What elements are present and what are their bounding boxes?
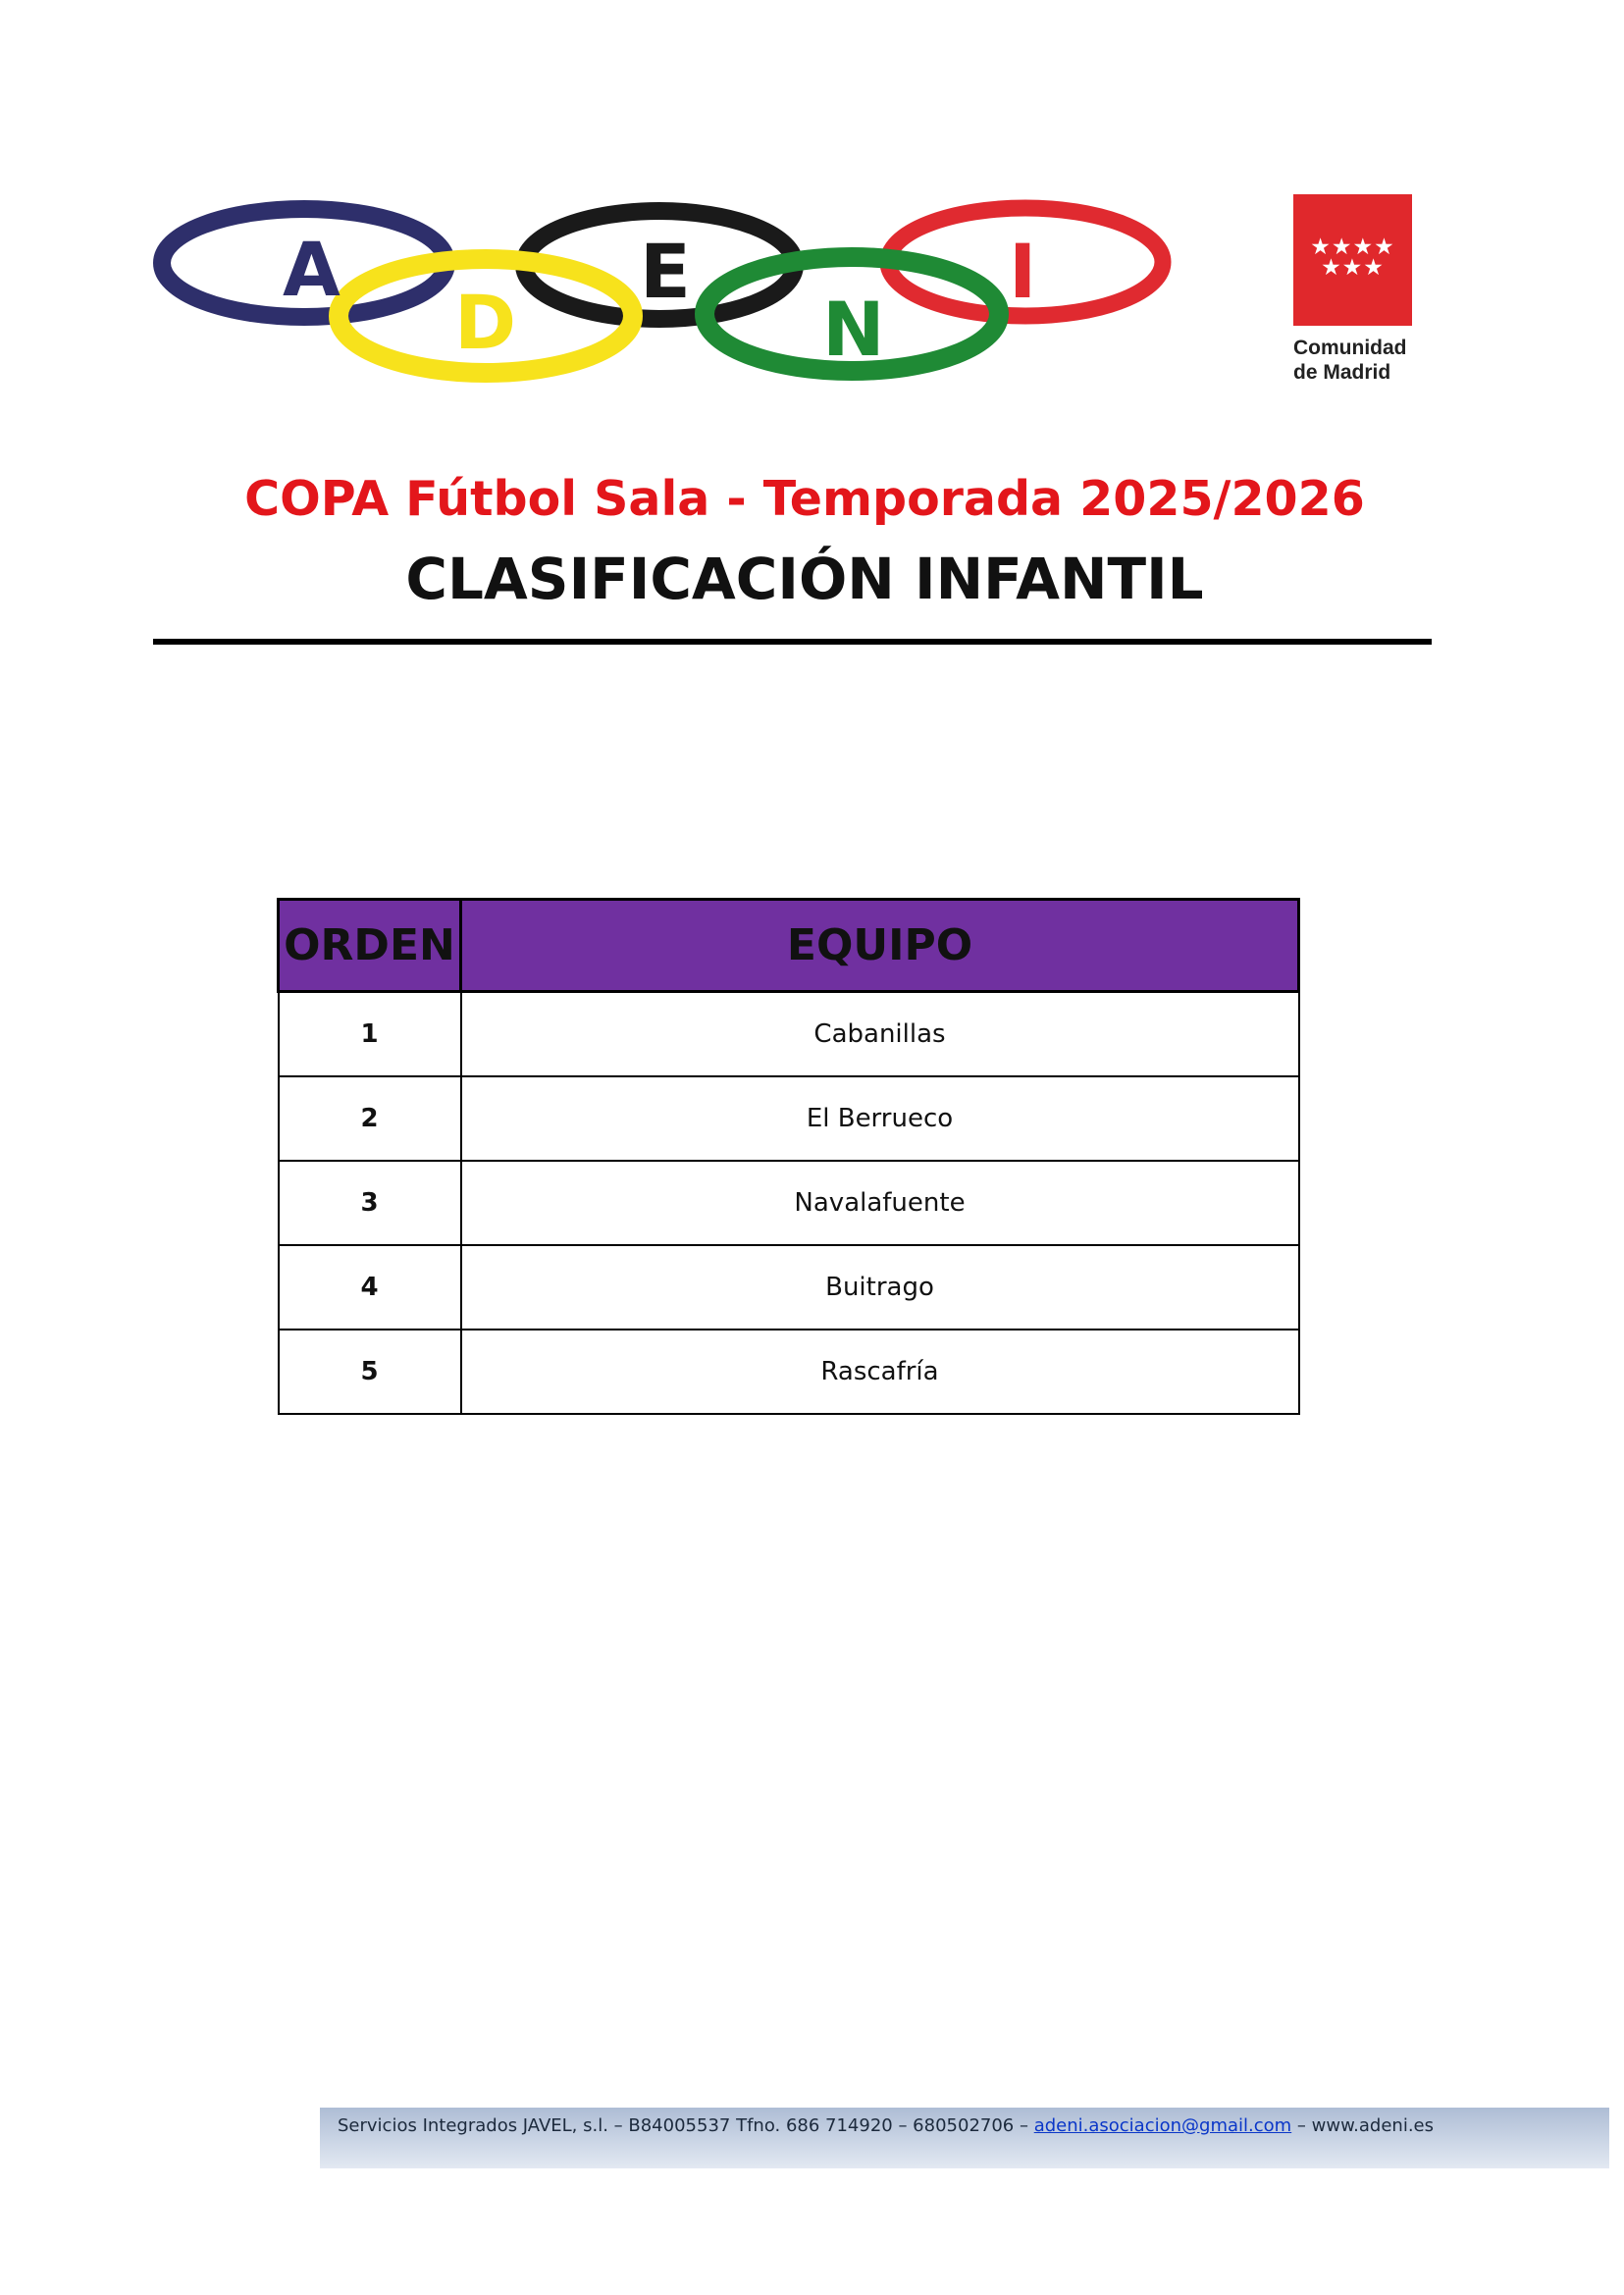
- footer-company-info: Servicios Integrados JAVEL, s.l. – B84005537 Tfno. 686 714920 – 680502706 –: [338, 2115, 1034, 2136]
- footer-website: – www.adeni.es: [1291, 2115, 1434, 2136]
- competition-title: COPA Fútbol Sala - Temporada 2025/2026: [244, 471, 1365, 527]
- table-row: [279, 1245, 1299, 1330]
- standings-table: [277, 898, 1300, 1415]
- team-cell: Navalafuente: [461, 1161, 1299, 1245]
- team-cell: Buitrago: [461, 1245, 1299, 1330]
- table-row: [279, 1076, 1299, 1161]
- madrid-stars-row-1: ★★★★: [1310, 235, 1395, 260]
- team-cell: Rascafría: [461, 1330, 1299, 1414]
- footer-band: [320, 2108, 1609, 2168]
- madrid-flag: [1293, 194, 1412, 326]
- rank-cell: 3: [279, 1161, 461, 1245]
- title-divider: [153, 639, 1432, 645]
- team-cell: Cabanillas: [461, 992, 1299, 1077]
- table-row: [279, 1330, 1299, 1414]
- logo-letter-e: E: [640, 228, 691, 315]
- footer-email-link[interactable]: adeni.asociacion@gmail.com: [1033, 2115, 1292, 2136]
- adeni-logo: [137, 191, 1217, 397]
- madrid-stars-row-2: ★★★: [1321, 255, 1385, 281]
- table-header-row: [279, 900, 1299, 992]
- logo-letter-i: I: [1009, 228, 1037, 315]
- rank-cell: 2: [279, 1076, 461, 1161]
- comunidad-madrid-logo: [1293, 194, 1416, 385]
- column-header-orden: ORDEN: [279, 900, 461, 992]
- table-row: [279, 1161, 1299, 1245]
- rank-cell: 4: [279, 1245, 461, 1330]
- rank-cell: 5: [279, 1330, 461, 1414]
- madrid-label-line-1: Comunidad: [1293, 337, 1407, 359]
- madrid-stars-icon: [1293, 237, 1412, 279]
- madrid-label-line-2: de Madrid: [1293, 361, 1391, 384]
- team-cell: El Berrueco: [461, 1076, 1299, 1161]
- standings-title: CLASIFICACIÓN INFANTIL: [405, 546, 1204, 612]
- logo-letter-d: D: [454, 279, 517, 366]
- footer-text: [338, 2115, 1434, 2136]
- table-row: [279, 992, 1299, 1077]
- madrid-label: [1293, 336, 1416, 385]
- column-header-equipo: EQUIPO: [461, 900, 1299, 992]
- rank-cell: 1: [279, 992, 461, 1077]
- logo-letter-n: N: [822, 286, 885, 373]
- logo-letter-a: A: [283, 226, 341, 313]
